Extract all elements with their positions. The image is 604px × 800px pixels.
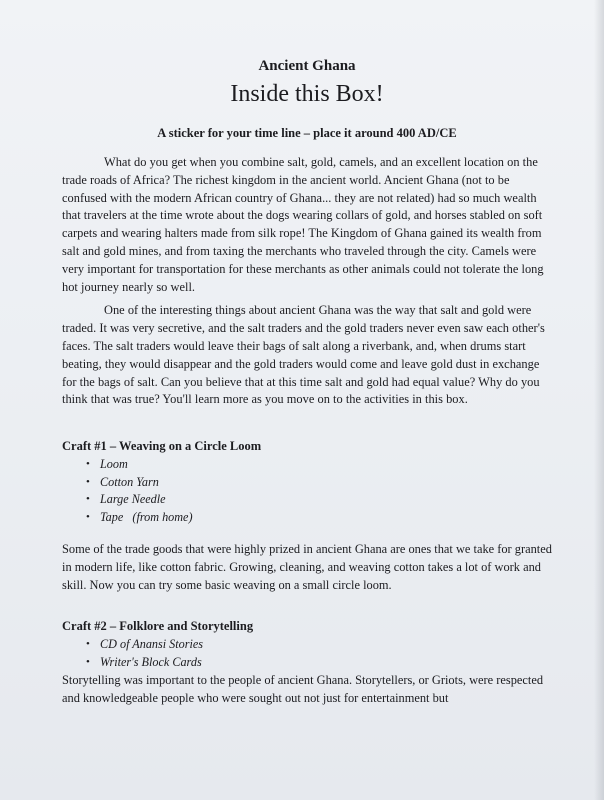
- bullet-icon: •: [86, 655, 90, 668]
- bullet-icon: •: [86, 475, 90, 488]
- intro-paragraph-1: What do you get when you combine salt, gold, camels, and an excellent location on the trade roads of Africa? The richest kingdom in the ancient world. Ancient Ghana (not to be confused with the modern African country of Ghana... they are not related) had so much wealth that travelers at the time wrote about the dogs wearing collars of gold, and horses stabled on soft carpets and wearing halters made from silk rope! The Kingdom of Ghana gained its wealth from salt and gold mines, and from taxing the merchants who traveled through the city. Camels were very important for transportation for these merchants as other animals could not tolerate the long hot journey nearly so well.: [62, 155, 544, 294]
- list-item: [86, 654, 552, 672]
- list-item: [86, 456, 552, 474]
- material-label: Large Needle: [100, 492, 166, 507]
- craft-2-description: Storytelling was important to the people of ancient Ghana. Storytellers, or Griots, were respected and knowledgeable people who were sought out not just for entertainment but: [62, 673, 544, 706]
- bullet-icon: •: [86, 638, 90, 651]
- bullet-icon: •: [86, 493, 90, 506]
- page-edge-shadow: [594, 0, 604, 800]
- material-label: Tape (from home): [100, 509, 193, 524]
- craft-2-heading: Craft #2 – Folklore and Storytelling: [62, 619, 254, 634]
- material-label: Cotton Yarn: [100, 474, 159, 489]
- list-item: [86, 491, 552, 509]
- list-item: [86, 474, 552, 492]
- craft-1-materials-list: [62, 456, 552, 526]
- sticker-note: A sticker for your time line – place it around 400 AD/CE: [157, 126, 457, 140]
- craft-1-description: Some of the trade goods that were highly prized in ancient Ghana are ones that we take for granted in modern life, like cotton fabric. Growing, cleaning, and weaving cotton takes a lot of work and skill. Now you can try some basic weaving on a small circle loom.: [62, 542, 552, 593]
- list-item: [86, 636, 552, 654]
- material-label: Loom: [100, 457, 128, 472]
- craft-2-materials-list: [62, 636, 552, 671]
- page-title: Inside this Box!: [230, 81, 384, 107]
- material-label: CD of Anansi Stories: [100, 637, 204, 652]
- page-content: [62, 58, 552, 707]
- subject-heading: Ancient Ghana: [258, 58, 356, 74]
- intro-paragraph-2: One of the interesting things about ancient Ghana was the way that salt and gold were traded. It was very secretive, and the salt traders and the gold traders never even saw each other's faces. The salt traders would leave their bags of salt along a riverbank, and, when drums start beating, they would disappear and the gold traders would come and leave gold dust in exchange for the bags of salt. Can you believe that at this time salt and gold had equal value? Why do you think that was true? You'll learn more as you move on to the activities in this box.: [62, 303, 545, 407]
- list-item: [86, 509, 552, 527]
- craft-1-heading: Craft #1 – Weaving on a Circle Loom: [62, 439, 262, 454]
- bullet-icon: •: [86, 458, 90, 471]
- bullet-icon: •: [86, 510, 90, 523]
- material-label: Writer's Block Cards: [100, 654, 202, 669]
